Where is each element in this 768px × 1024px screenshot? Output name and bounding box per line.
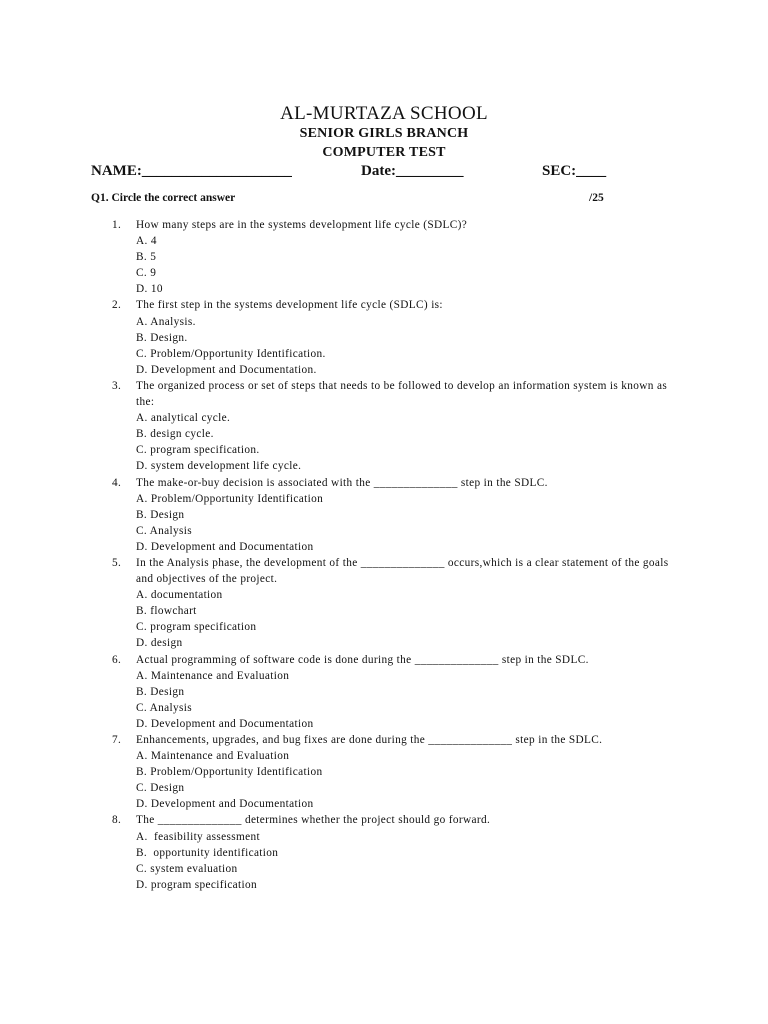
answer-option[interactable]: D. Development and Documentation <box>136 540 314 553</box>
question-text: The make-or-buy decision is associated with the ______________ step in the SDLC. <box>136 476 548 489</box>
question-item <box>112 555 672 652</box>
question-text: Actual programming of software code is done during the ______________ step in the SDLC. <box>136 653 589 666</box>
question-item <box>112 475 672 555</box>
question-item <box>112 378 672 475</box>
answer-option[interactable]: A. Maintenance and Evaluation <box>136 669 290 682</box>
branch-name: SENIOR GIRLS BRANCH <box>299 126 469 141</box>
answer-option[interactable]: B. opportunity identification <box>136 846 279 859</box>
answer-option[interactable]: A. 4 <box>136 235 157 248</box>
answer-option[interactable]: D. system development life cycle. <box>136 460 302 473</box>
answer-option[interactable]: C. program specification <box>136 621 257 634</box>
answer-option[interactable]: D. 10 <box>136 283 163 296</box>
section-field: SEC:____ <box>542 163 607 179</box>
question-number: 6. <box>112 653 122 666</box>
question-text: Enhancements, upgrades, and bug fixes are done during the ______________ step in the SDLC. <box>136 734 603 746</box>
answer-option[interactable]: A. documentation <box>136 589 223 602</box>
school-name: AL-MURTAZA SCHOOL <box>280 103 488 124</box>
answer-option[interactable]: D. design <box>136 637 183 650</box>
answer-option[interactable]: D. Development and Documentation <box>136 717 314 730</box>
answer-option[interactable]: C. 9 <box>136 267 157 280</box>
answer-option[interactable]: D. Development and Documentation. <box>136 363 317 376</box>
answer-options <box>136 233 672 297</box>
question-number: 3. <box>112 379 122 392</box>
answer-options <box>136 748 672 812</box>
answer-option[interactable]: A. feasibility assessment <box>136 830 260 843</box>
section-title: Q1. Circle the correct answer <box>91 192 236 204</box>
question-number: 4. <box>112 476 122 489</box>
answer-option[interactable]: D. program specification <box>136 878 258 891</box>
answer-option[interactable]: B. Design. <box>136 331 188 344</box>
question-text: In the Analysis phase, the development of the ______________ occurs,which is a clear statement of the goals and objectives of the project. <box>136 556 669 586</box>
answer-options <box>136 668 672 732</box>
name-field: NAME:____________________ <box>91 163 292 179</box>
question-number: 1. <box>112 219 122 231</box>
answer-option[interactable]: B. Design <box>136 685 185 698</box>
answer-options <box>136 314 672 378</box>
question-item <box>112 652 672 732</box>
answer-option[interactable]: C. Design <box>136 782 185 795</box>
answer-options <box>136 491 672 555</box>
answer-option[interactable]: B. Design <box>136 508 185 521</box>
answer-options <box>136 587 672 651</box>
question-text: The ______________ determines whether the project should go forward. <box>136 814 491 827</box>
answer-option[interactable]: C. Problem/Opportunity Identification. <box>136 347 326 360</box>
question-text: How many steps are in the systems development life cycle (SDLC)? <box>136 219 468 231</box>
answer-option[interactable]: D. Development and Documentation <box>136 798 314 811</box>
question-list <box>112 217 672 893</box>
answer-option[interactable]: A. Analysis. <box>136 315 196 328</box>
answer-option[interactable]: B. Problem/Opportunity Identification <box>136 766 323 779</box>
question-item <box>112 812 672 892</box>
answer-option[interactable]: A. Maintenance and Evaluation <box>136 750 290 763</box>
answer-option[interactable]: C. program specification. <box>136 444 260 457</box>
answer-option[interactable]: A. Problem/Opportunity Identification <box>136 492 324 505</box>
question-item <box>112 297 672 377</box>
answer-option[interactable]: B. flowchart <box>136 605 197 618</box>
answer-option[interactable]: C. system evaluation <box>136 862 238 875</box>
answer-option[interactable]: B. design cycle. <box>136 428 214 441</box>
answer-option[interactable]: C. Analysis <box>136 701 192 714</box>
question-number: 2. <box>112 299 122 312</box>
answer-options <box>136 829 672 893</box>
question-item <box>112 732 672 812</box>
answer-option[interactable]: C. Analysis <box>136 524 192 537</box>
test-title: COMPUTER TEST <box>322 145 446 160</box>
question-text: The organized process or set of steps that needs to be followed to develop an information system is known as the: <box>136 379 668 409</box>
question-item <box>112 217 672 297</box>
question-text: The first step in the systems development life cycle (SDLC) is: <box>136 299 443 312</box>
question-number: 5. <box>112 556 122 569</box>
answer-option[interactable]: B. 5 <box>136 251 157 264</box>
section-score: /25 <box>589 192 604 204</box>
date-field: Date:_________ <box>361 163 464 179</box>
answer-options <box>136 410 672 474</box>
answer-option[interactable]: A. analytical cycle. <box>136 412 231 425</box>
question-number: 8. <box>112 814 122 827</box>
question-number: 7. <box>112 734 122 746</box>
